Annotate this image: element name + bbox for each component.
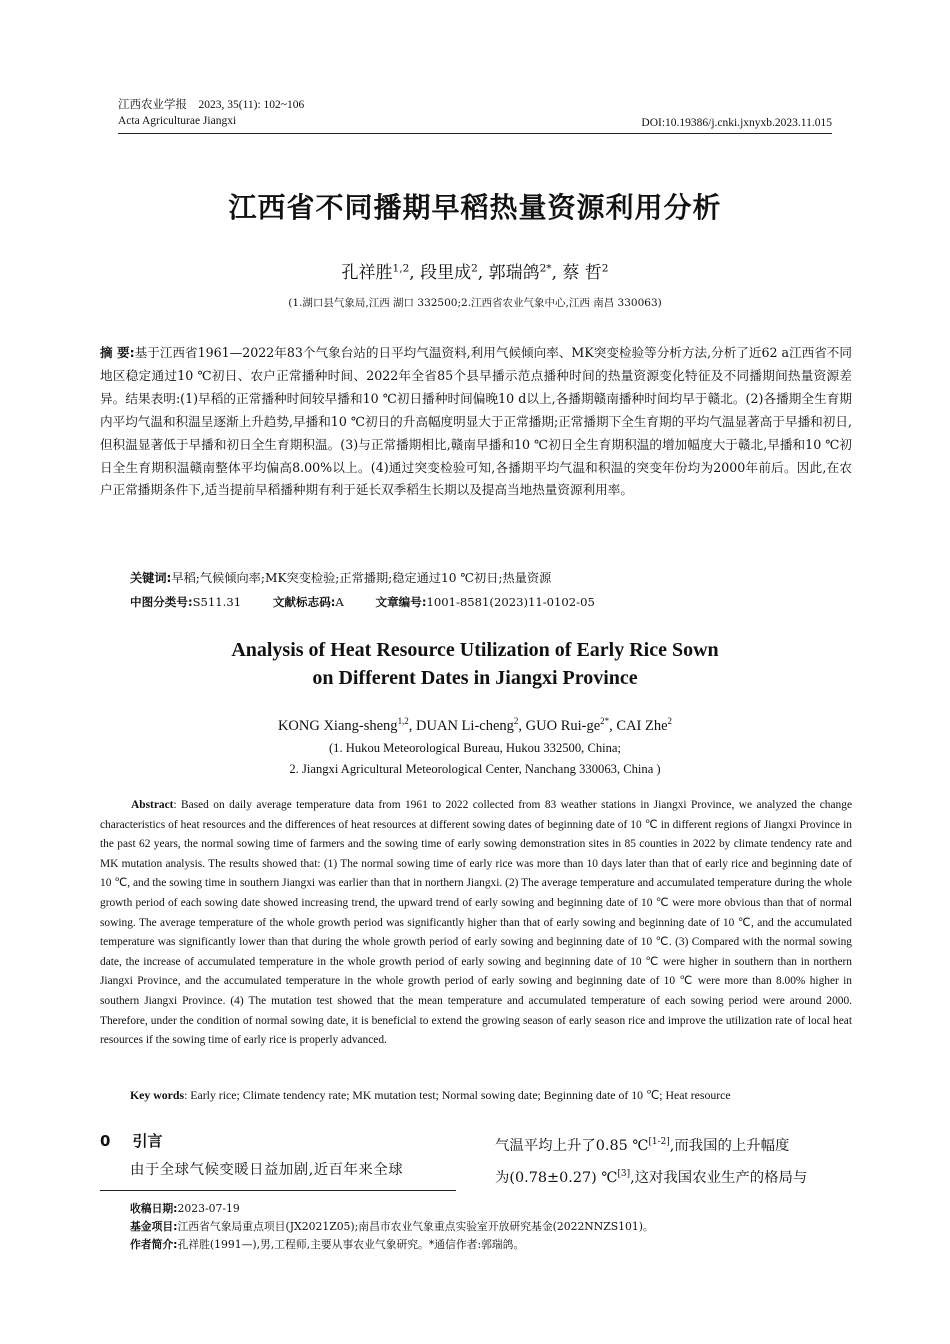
author-affiliation-mark: 1,2: [392, 262, 410, 275]
journal-name-en: Acta Agriculturae Jiangxi: [118, 115, 237, 127]
author-affiliation-mark: 2*: [600, 716, 610, 726]
journal-header: [118, 97, 304, 129]
clc-number: 中图分类号:S511.31: [130, 595, 242, 609]
journal-name-cn: 江西农业学报: [118, 99, 187, 111]
author-name: 郭瑞鸽: [488, 263, 540, 283]
title-en-line2: on Different Dates in Jiangxi Province: [312, 667, 638, 689]
intro-left-text: 由于全球气候变暖日益加剧,近百年来全球: [130, 1162, 404, 1178]
abstract-cn-text: 基于江西省1961—2022年83个气象台站的日平均气温资料,利用气候倾向率、MK突变检验等分析方法,分析了近62 a江西省不同地区稳定通过10 ℃初日、农户正常播种时间、2022年全省85个县早播示范点播种时间的热量资源变化特征及不同播期间热量资源差异。结果表明:(1)早稻的正常播种时间较早播和10 ℃初日播种时间偏晚10 d以上,各播期赣南播种时间均早于赣北。(2)各播期全生育期内平均气温和积温呈逐渐上升趋势,早播和10 ℃初日的升高幅度明显大于正常播期;正常播期下全生育期的平均气温显著高于早播和初日,但积温显著低于早播和初日全生育期积温。(3)与正常播期相比,赣南早播和10 ℃初日全生育期积温的增加幅度大于赣北,早播和10 ℃初日全生育期积温赣南整体平均偏高8.00%以上。(4)通过突变检验可知,各播期平均气温和积温的突变年份均为2000年前后。因此,在农户正常播期条件下,适当提前早稻播种期有利于延长双季稻生长期以及提高当地热量资源利用率。: [100, 345, 852, 498]
section-title: 引言: [132, 1132, 163, 1150]
keywords-cn: [130, 569, 551, 586]
keywords-cn-text: 早稻;气候倾向率;MK突变检验;正常播期;稳定通过10 ℃初日;热量资源: [171, 571, 552, 585]
author-affiliation-mark: 2: [667, 716, 673, 726]
keywords-en-label: Key words: [130, 1088, 185, 1102]
title-en-line1: Analysis of Heat Resource Utilization of Early Rice Sown: [231, 639, 719, 661]
article-number: 文章编号:1001-8581(2023)11-0102-05: [375, 595, 595, 609]
title-cn: 江西省不同播期早稻热量资源利用分析: [228, 191, 722, 224]
footnote-funding: 基金项目:江西省气象局重点项目(JX2021Z05);南昌市农业气象重点实验室开放研究基金(2022NNZS101)。: [130, 1220, 654, 1233]
authors-cn: 孔祥胜$^{1,2}$, 段里成$^2$, 郭瑞鸽$^{2*}$, 蔡 哲$^2$: [341, 262, 609, 283]
footnote-received: 收稿日期:2023-07-19: [130, 1202, 240, 1215]
affiliation-en: [0, 738, 950, 780]
intro-right-text: 气温平均上升了0.85 ℃[1-2],而我国的上升幅度 为(0.78±0.27) ℃[3],这对我国农业生产的格局与: [495, 1137, 808, 1186]
author-name: CAI Zhe: [616, 717, 668, 734]
author-name: GUO Rui-ge: [525, 717, 601, 734]
author-affiliation-mark: 2: [601, 262, 609, 275]
classification-row: [130, 594, 623, 610]
abstract-en-label: Abstract: [131, 799, 174, 811]
footnote-author-bio: 作者简介:孔祥胜(1991—),男,工程师,主要从事农业气象研究。*通信作者:郭瑞鸽。: [130, 1238, 525, 1251]
keywords-en: [130, 1088, 731, 1103]
doi: DOI:10.19386/j.cnki.jxnyxb.2023.11.015: [641, 117, 832, 129]
citation: [1-2]: [648, 1137, 670, 1147]
citation: [3]: [617, 1168, 631, 1179]
author-name: 孔祥胜: [341, 263, 393, 283]
author-affiliation-mark: 2: [513, 716, 519, 726]
author-name: DUAN Li-cheng: [416, 717, 514, 734]
author-name: 段里成: [420, 263, 472, 283]
keywords-en-text: : Early rice; Climate tendency rate; MK mutation test; Normal sowing date; Beginning date of 10 ℃; Heat resource: [184, 1088, 731, 1102]
affiliation-en-line2: 2. Jiangxi Agricultural Meteorological Center, Nanchang 330063, China ): [289, 762, 661, 776]
author-affiliation-mark: 2*: [539, 262, 552, 275]
affiliation-cn: (1.湖口县气象局,江西 湖口 332500;2.江西省农业气象中心,江西 南昌 330063): [288, 297, 662, 309]
abstract-en-text: : Based on daily average temperature data from 1961 to 2022 collected from 83 weather stations in Jiangxi Province, we analyzed the change characteristics of heat resources and the differences of heat resources at different sowing dates of beginning date of 10 ℃ in different regions of Jiangxi Province in the past 62 years, the normal sowing time of farmers and the sowing time of early sowing demonstration sites in 85 counties in 2022 by climate tendency rate and MK mutation analysis. The results showed that: (1) The normal sowing time of early rice was more than 10 days later than that of early rice and beginning date of 10 ℃, and the sowing time in southern Jiangxi was earlier than that in northern Jiangxi. (2) The average temperature and accumulated temperature during the whole growth period of each sowing date showed increasing trend, the upward trend of early sowing and beginning date of 10 ℃ were more obvious than that of normal sowing. The average temperature of the whole growth period was significantly higher than that of early sowing and beginning date of 10 ℃, and the accumulated temperature was significantly lower than that during the whole growth period of early sowing and beginning date of 10 ℃. (3) Compared with the normal sowing date, the increase of accumulated temperature in the whole growth period of early sowing and beginning date of 10 ℃ were higher in southern than in northern Jiangxi Province, and the accumulated temperature in the whole growth period of early sowing and beginning date of 10 ℃ were more than 8.00% higher in southern Jiangxi Province. (4) The mutation test showed that the mean temperature and accumulated temperature of each sowing period were around 2000. Therefore, under the condition of normal sowing date, it is beneficial to extend the growing season of early season rice and improve the utilization rate of local heat resources if the sowing time of early rice is properly advanced.: [100, 799, 852, 1047]
section-heading: [100, 1130, 162, 1151]
document-code: 文献标志码:A: [272, 595, 344, 609]
author-name: KONG Xiang-sheng: [277, 717, 398, 734]
author-affiliation-mark: 2: [471, 262, 478, 275]
affiliation-en-line1: (1. Hukou Meteorological Bureau, Hukou 332500, China;: [328, 741, 622, 755]
header-rule: [118, 133, 832, 134]
abstract-cn-label: 摘 要:: [100, 345, 135, 360]
author-name: 蔡 哲: [562, 263, 602, 283]
abstract-cn: [100, 342, 852, 502]
journal-issue: 2023, 35(11): 102~106: [198, 99, 305, 111]
footnote-rule: [100, 1190, 456, 1191]
author-affiliation-mark: 1,2: [397, 716, 409, 726]
title-en: [0, 636, 950, 692]
section-number: 0: [100, 1132, 111, 1150]
keywords-cn-label: 关键词:: [130, 571, 172, 585]
authors-en: KONG Xiang-sheng$^{1,2}$, DUAN Li-cheng$^2$, GUO Rui-$ge^{2*}$, CAI Zhe$^2$: [277, 716, 673, 734]
abstract-en: [100, 796, 852, 1051]
